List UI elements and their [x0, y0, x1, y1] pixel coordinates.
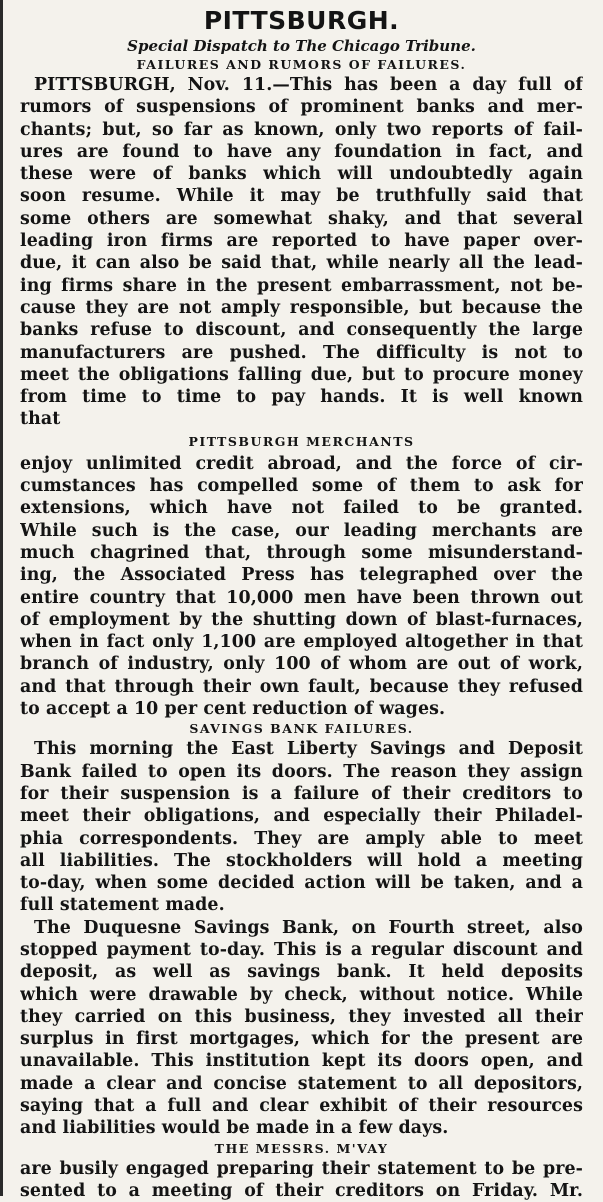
text-line: all liabilities. The stockholders will hold a meeting — [20, 850, 583, 871]
text-line: are busily engaged preparing their statement to be pre- — [20, 1158, 583, 1179]
text-line: these were of banks which will undoubtedly again — [20, 164, 583, 185]
text-line: sented to a meeting of their creditors on Friday. Mr. — [20, 1180, 583, 1201]
text-line: some others are somewhat shaky, and that several — [20, 208, 583, 229]
text-line: stopped payment to-day. This is a regular discount and — [20, 939, 583, 960]
text-line: chants; but, so far as known, only two reports of fail- — [20, 119, 583, 140]
text-line: soon resume. While it may be truthfully said that — [20, 186, 583, 207]
text-line: Bank failed to open its doors. The reason they assign — [20, 761, 583, 782]
text-line: unavailable. This institution kept its doors open, and — [20, 1051, 583, 1072]
text-line: to accept a 10 per cent reduction of wages. — [20, 699, 446, 720]
text-line: ures are found to have any foundation in fact, and — [20, 141, 583, 162]
text-line: meet the obligations falling due, but to procure money — [20, 364, 583, 385]
text-line: extensions, which have not failed to be granted. — [20, 498, 583, 519]
text-line: ing, the Associated Press has telegraphed over the — [20, 565, 583, 586]
text-line: entire country that 10,000 men have been thrown out — [20, 587, 583, 608]
text-line: that — [20, 409, 61, 430]
text-line: of employment by the shutting down of blast-furnaces, — [20, 609, 583, 630]
text-line: which were drawable by check, without notice. While — [20, 984, 583, 1005]
column-rule — [0, 0, 3, 1196]
subheading-merchants: PITTSBURGH MERCHANTS — [188, 433, 415, 449]
dispatch-line: Special Dispatch to The Chicago Tribune. — [127, 37, 476, 55]
text-line: phia correspondents. They are amply able to meet — [20, 828, 583, 849]
text-line: saying that a full and clear exhibit of their resources — [20, 1096, 583, 1117]
text-line: and liabilities would be made in a few days. — [20, 1118, 449, 1139]
subheading-failures: FAILURES AND RUMORS OF FAILURES. — [136, 57, 467, 72]
text-line: rumors of suspensions of prominent banks and mer- — [20, 97, 583, 118]
subheading-savings-bank: SAVINGS BANK FAILURES. — [189, 721, 414, 737]
text-line: full statement made. — [20, 895, 225, 916]
paragraph-mcvay — [20, 1158, 583, 1202]
text-line: surplus in first mortgages, which for the present are — [20, 1029, 583, 1050]
text-line: they carried on this business, they invested all their — [20, 1006, 583, 1027]
text-line: The Duquesne Savings Bank, on Fourth street, also — [34, 917, 583, 938]
text-line: This morning the East Liberty Savings and Deposit — [34, 739, 583, 760]
text-line: due, it can also be said that, while nearly all the lead- — [20, 253, 583, 274]
paragraph-east-liberty — [20, 738, 583, 916]
text-line: cause they are not amply responsible, but because the — [20, 297, 583, 318]
text-line: made a clear and concise statement to all depositors, — [20, 1073, 583, 1094]
text-line: for their suspension is a failure of their creditors to — [20, 783, 583, 804]
text-line: when in fact only 1,100 are employed altogether in that — [20, 632, 583, 653]
paragraph-rumors — [20, 74, 583, 431]
text-line: branch of industry, only 100 of whom are out of work, — [20, 654, 583, 675]
text-line: leading iron firms are reported to have paper over- — [20, 231, 583, 252]
text-line: enjoy unlimited credit abroad, and the force of cir- — [20, 453, 583, 474]
paragraph-merchants — [20, 453, 583, 721]
subheading-mcvay: THE MESSRS. M'VAY — [214, 1140, 389, 1156]
text-line: to-day, when some decided action will be taken, and a — [20, 873, 583, 894]
text-line: While such is the case, our leading merchants are — [20, 520, 583, 541]
text-line: deposit, as well as savings bank. It held deposits — [20, 962, 583, 983]
text-line: cumstances has compelled some of them to ask for — [20, 476, 583, 497]
text-line: much chagrined that, through some misunderstand- — [20, 542, 583, 563]
text-line: and that through their own fault, because they refused — [20, 676, 583, 697]
text-line: ing firms share in the present embarrassment, not be- — [20, 275, 583, 296]
headline: PITTSBURGH. — [203, 6, 400, 35]
text-line: manufacturers are pushed. The difficulty is not to — [20, 342, 583, 363]
text-line: PITTSBURGH, Nov. 11.—This has been a day full of — [34, 75, 583, 95]
text-line: meet their obligations, and especially their Philadel- — [20, 806, 583, 827]
text-line: banks refuse to discount, and consequently the large — [20, 320, 583, 341]
paragraph-duquesne — [20, 917, 583, 1140]
text-line: from time to time to pay hands. It is well known — [20, 387, 583, 408]
